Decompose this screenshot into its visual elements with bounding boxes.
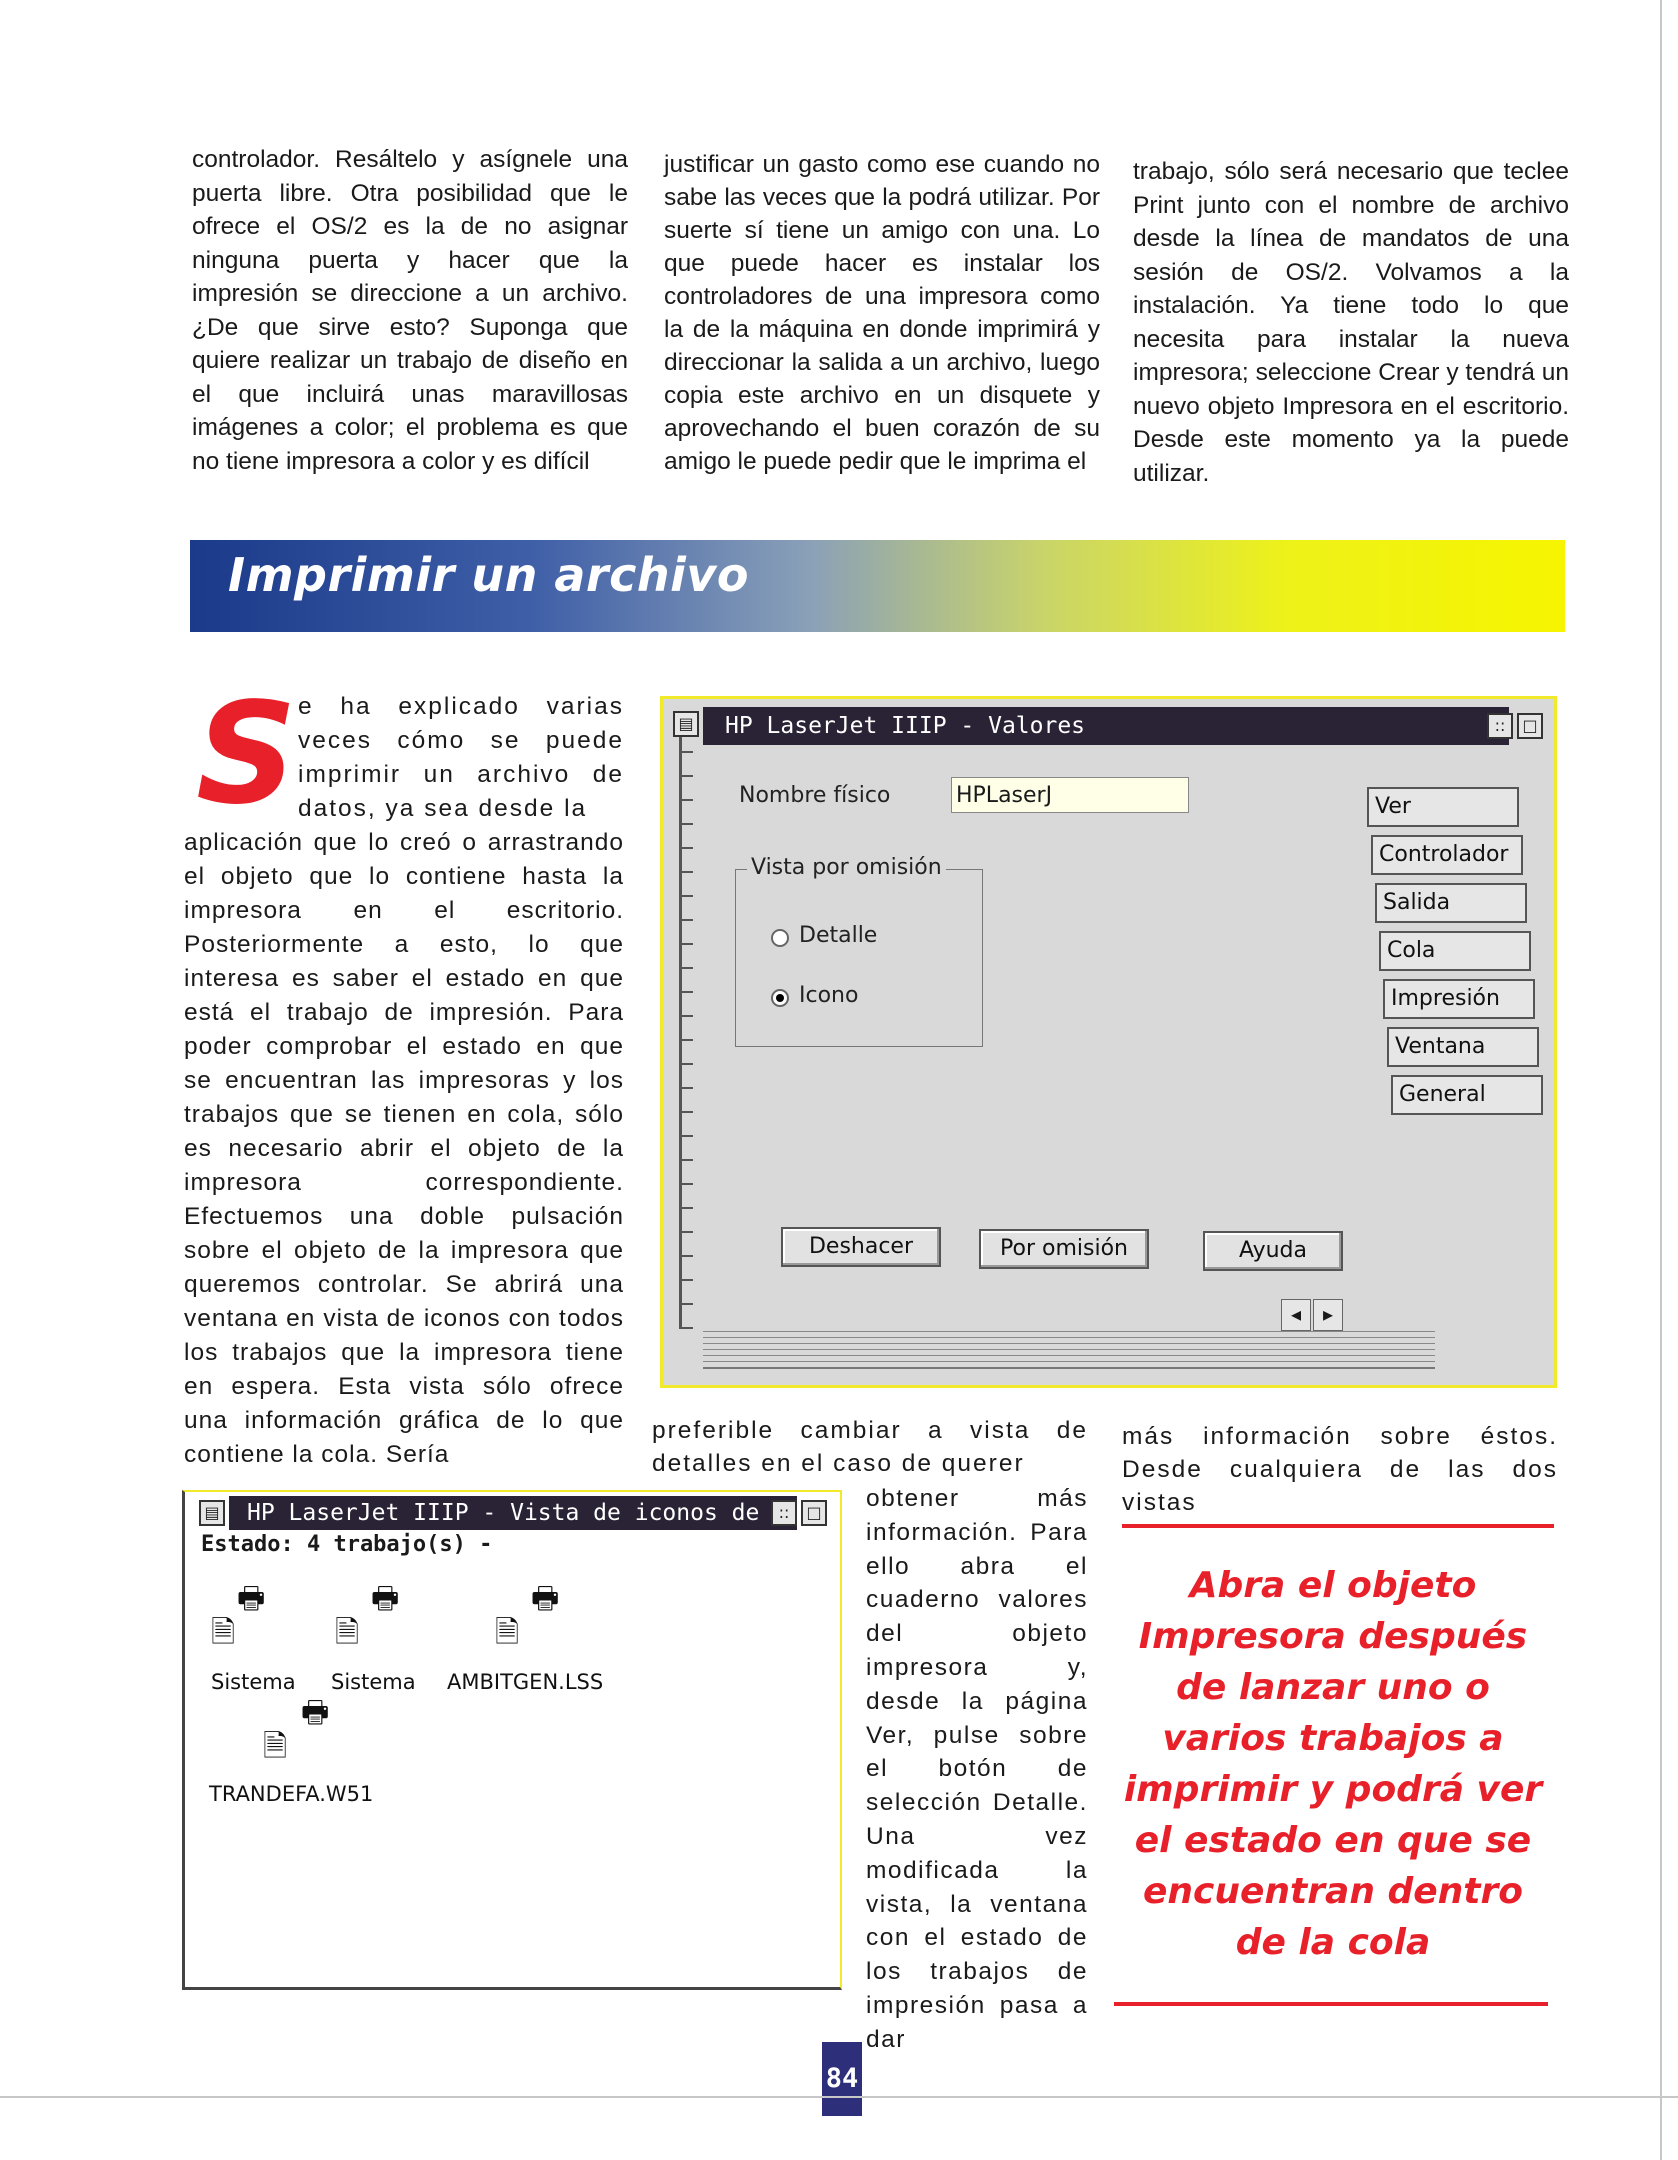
- tab-salida[interactable]: Salida: [1375, 883, 1527, 923]
- radio-icon-label: Icono: [799, 983, 859, 1008]
- queue-status: Estado: 4 trabajo(s) -: [201, 1532, 493, 1557]
- system-menu-icon[interactable]: ▤: [199, 1500, 225, 1526]
- body-intro: [298, 690, 624, 826]
- top-column-3-text: trabajo, sólo será necesario que teclee Print junto con el nombre de archivo desde la línea de mandatos de una sesión de OS/2. Volvamos a la instalación. Ya tiene todo lo que necesita para instalar la nueva impresora; seleccione Crear y tendrá un nuevo objeto Impresora en el escritorio. Desde este momento ya la puede utilizar.: [1133, 158, 1569, 487]
- default-view-label: Vista por omisión: [747, 855, 946, 880]
- tab-ventana[interactable]: Ventana: [1387, 1027, 1539, 1067]
- job-document-icon[interactable]: 🗎: [335, 1615, 360, 1650]
- prev-page-arrow-icon[interactable]: ◂: [1281, 1299, 1311, 1331]
- next-page-arrow-icon[interactable]: ▸: [1313, 1299, 1343, 1331]
- top-column-2-text: justificar un gasto como ese cuando no sabe las veces que la podrá utilizar. Por suerte sí tiene un amigo con una. Lo que puede hacer es instalar los controladores de una impresora como la de la máquina en donde imprimirá y direccionar la salida a un archivo, luego copia este archivo en un disquete y aprovechando el buen corazón de su amigo le puede pedir que le imprima el: [664, 151, 1100, 475]
- maximize-icon[interactable]: □: [801, 1500, 827, 1526]
- radio-detail[interactable]: [771, 929, 789, 947]
- tab-ver[interactable]: Ver: [1367, 787, 1519, 827]
- maximize-icon[interactable]: □: [1517, 713, 1543, 739]
- body-column-3: [1122, 1420, 1558, 1519]
- notebook-spiral: [671, 729, 701, 1349]
- top-column-1-text: controlador. Resáltelo y asígnele una puerta libre. Otra posibilidad que le ofrece el OS/2 es la de no asignar ninguna puerta y hacer que la impresión se direccione a un archivo. ¿De que sirve esto? Suponga que quiere realizar un trabajo de diseño en el que incluirá unas maravillosas imágenes a color; el problema es que no tiene impresora a color y es difícil: [192, 146, 628, 475]
- job-document-icon[interactable]: 🗎: [211, 1615, 236, 1650]
- tab-impresion[interactable]: Impresión: [1383, 979, 1535, 1019]
- tab-cola[interactable]: Cola: [1379, 931, 1531, 971]
- physical-name-label: Nombre físico: [739, 783, 891, 808]
- notebook-page-stack: [703, 1331, 1435, 1369]
- drop-cap: S: [196, 673, 297, 836]
- page-number: 84: [822, 2042, 862, 2116]
- body-column-2-top: [652, 1414, 1088, 1480]
- body-column-2-narrow-text: obtener más información. Para ello abra el cuaderno valores del objeto impresora y, desde la página Ver, pulse sobre el botón de selección Detalle. Una vez modificada la vista, la ventana con el estado de los trabajos de impresión pasa a dar: [866, 1485, 1088, 2053]
- pull-quote-rule-top: [1122, 1524, 1554, 1528]
- body-column-1: [184, 826, 624, 1472]
- physical-name-input[interactable]: HPLaserJ: [951, 777, 1189, 813]
- body-column-2-top-text: preferible cambiar a vista de detalles en el caso de querer: [652, 1417, 1088, 1477]
- job-label-3: AMBITGEN.LSS: [447, 1670, 604, 1694]
- pull-quote-rule-bottom: [1114, 2002, 1548, 2006]
- body-column-3-text: más información sobre éstos. Desde cualquiera de las dos vistas: [1122, 1423, 1558, 1516]
- body-column-1-text: aplicación que lo creó o arrastrando el objeto que lo contiene hasta la impresora en el escritorio. Posteriormente a esto, lo que interesa es saber el estado en que está el trabajo de impresión. Para poder comprobar el estado en que se encuentran las impresoras y los trabajos que se tienen en cola, sólo es necesario abrir el objeto de la impresora correspondiente. Efectuemos una doble pulsación sobre el objeto de la impresora que queremos controlar. Se abrirá una ventana en vista de iconos con todos los trabajos que la impresora tiene en espera. Esta vista sólo ofrece una información gráfica de lo que contiene la cola. Sería: [184, 829, 624, 1468]
- settings-titlebar[interactable]: [703, 707, 1509, 745]
- body-column-2-narrow: [866, 1482, 1088, 2057]
- printer-icon-view-window: [182, 1490, 842, 1990]
- job-document-icon[interactable]: 🗎: [495, 1615, 520, 1650]
- icon-view-window-title: HP LaserJet IIIP - Vista de iconos de: [247, 1500, 760, 1526]
- top-column-1: [192, 143, 628, 478]
- default-view-group: [735, 869, 983, 1047]
- page-edge-right: [1660, 0, 1662, 2160]
- minimize-icon[interactable]: ::: [771, 1500, 797, 1526]
- default-button[interactable]: Por omisión: [979, 1229, 1149, 1269]
- tab-controlador[interactable]: Controlador: [1371, 835, 1523, 875]
- top-column-2: [664, 148, 1100, 478]
- page-edge-bottom: [0, 2096, 1678, 2098]
- section-title-band: [190, 540, 1565, 632]
- help-button[interactable]: Ayuda: [1203, 1231, 1343, 1271]
- printer-icon: 🖶: [371, 1581, 400, 1616]
- printer-icon: 🖶: [531, 1581, 560, 1616]
- tab-general[interactable]: General: [1391, 1075, 1543, 1115]
- job-label-2: Sistema: [331, 1670, 416, 1694]
- job-label-4: TRANDEFA.W51: [209, 1782, 374, 1806]
- printer-icon: 🖶: [237, 1581, 266, 1616]
- printer-settings-window: [660, 696, 1557, 1388]
- printer-icon: 🖶: [301, 1695, 330, 1730]
- minimize-icon[interactable]: ::: [1487, 713, 1513, 739]
- settings-window-title: HP LaserJet IIIP - Valores: [725, 713, 1086, 739]
- system-menu-icon[interactable]: ▤: [673, 711, 699, 737]
- job-label-1: Sistema: [211, 1670, 296, 1694]
- section-title: Imprimir un archivo: [228, 548, 749, 602]
- body-intro-text: e ha explicado varias veces cómo se puede imprimir un archivo de datos, ya sea desde la: [298, 693, 624, 822]
- job-document-icon[interactable]: 🗎: [263, 1729, 288, 1764]
- radio-icon[interactable]: [771, 989, 789, 1007]
- pull-quote: Abra el objeto Impresora después de lanzar uno o varios trabajos a imprimir y podrá ver el estado en que se encuentran dentro de la cola: [1123, 1565, 1543, 1963]
- icon-view-titlebar[interactable]: [229, 1496, 797, 1530]
- radio-detail-label: Detalle: [799, 923, 878, 948]
- top-column-3: [1133, 155, 1569, 490]
- undo-button[interactable]: Deshacer: [781, 1227, 941, 1267]
